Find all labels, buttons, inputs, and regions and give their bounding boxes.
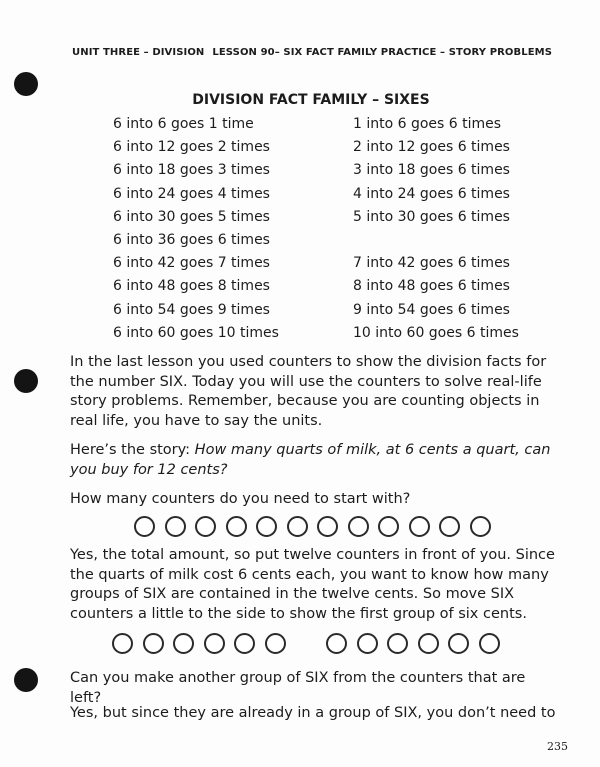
lesson-header: LESSON 90– SIX FACT FAMILY PRACTICE – STORY PROBLEMS xyxy=(212,47,552,58)
story-lead: Here’s the story: xyxy=(70,442,195,458)
counter-circle xyxy=(143,633,164,654)
fact-row: 1 into 6 goes 6 times xyxy=(353,116,502,132)
story-paragraph xyxy=(70,441,560,480)
fact-list-left xyxy=(113,113,279,345)
fact-row: 6 into 48 goes 8 times xyxy=(113,278,270,295)
fact-row: 6 into 36 goes 6 times xyxy=(113,231,270,248)
counter-circle xyxy=(256,516,277,537)
fact-row: 8 into 48 goes 6 times xyxy=(353,278,510,295)
story-text: How many quarts of milk, at 6 cents a quart, can you buy for 12 cents? xyxy=(70,442,551,478)
counter-circle xyxy=(326,633,347,654)
fact-row: 6 into 60 goes 10 times xyxy=(113,324,279,341)
fact-row xyxy=(353,229,519,252)
counter-circle xyxy=(418,633,439,654)
section-title: DIVISION FACT FAMILY – SIXES xyxy=(192,92,430,108)
fact-list-right xyxy=(353,113,519,345)
counter-row-twelve xyxy=(134,516,500,537)
fact-row: 6 into 54 goes 9 times xyxy=(113,301,270,318)
fact-row: 4 into 24 goes 6 times xyxy=(353,185,510,202)
fact-row: 5 into 30 goes 6 times xyxy=(353,208,510,225)
counter-circle xyxy=(173,633,194,654)
binder-hole-middle xyxy=(14,369,38,393)
counter-circle xyxy=(112,633,133,654)
counter-circle xyxy=(287,516,308,537)
fact-row: 6 into 24 goes 4 times xyxy=(113,185,270,202)
grouping-paragraph: Yes, the total amount, so put twelve counters in front of you. Since the quarts of milk cost 6 cents each, you want to know how many groups of SIX are contained in the twelve cents. So move SIX counters a little to the side to show the first group of six cents. xyxy=(70,547,555,623)
counter-circle xyxy=(348,516,369,537)
fact-row: 2 into 12 goes 6 times xyxy=(353,139,510,156)
counter-circle xyxy=(317,516,338,537)
question-start-counters: How many counters do you need to start with? xyxy=(70,491,411,507)
counter-circle xyxy=(195,516,216,537)
fact-row: 6 into 42 goes 7 times xyxy=(113,255,270,272)
counter-circle xyxy=(378,516,399,537)
counter-circle xyxy=(479,633,500,654)
intro-paragraph: In the last lesson you used counters to show the division facts for the number SIX. Today you will use the counters to solve real-life story problems. Remember, because you are counting objects in real life, you have to say the units. xyxy=(70,354,547,430)
question-another-group: Can you make another group of SIX from the counters that are left? xyxy=(70,670,526,706)
fact-row: 6 into 30 goes 5 times xyxy=(113,208,270,225)
counter-circle xyxy=(439,516,460,537)
counter-circle xyxy=(165,516,186,537)
fact-row: 6 into 6 goes 1 time xyxy=(113,116,254,132)
counter-circle xyxy=(387,633,408,654)
page-number: 235 xyxy=(547,740,568,753)
fact-row: 6 into 12 goes 2 times xyxy=(113,139,270,156)
binder-hole-bottom xyxy=(14,668,38,692)
answer-paragraph: Yes, but since they are already in a group of SIX, you don’t need to xyxy=(70,705,556,721)
counter-circle xyxy=(226,516,247,537)
fact-row: 3 into 18 goes 6 times xyxy=(353,162,510,179)
fact-row: 6 into 18 goes 3 times xyxy=(113,162,270,179)
counter-circle xyxy=(134,516,155,537)
counter-circle xyxy=(470,516,491,537)
counter-group-first-six xyxy=(112,633,295,654)
fact-row: 7 into 42 goes 6 times xyxy=(353,255,510,272)
fact-row: 9 into 54 goes 6 times xyxy=(353,301,510,318)
counter-circle xyxy=(204,633,225,654)
counter-group-second-six xyxy=(326,633,509,654)
unit-header: UNIT THREE – DIVISION xyxy=(72,47,205,58)
counter-circle xyxy=(409,516,430,537)
counter-circle xyxy=(448,633,469,654)
counter-circle xyxy=(234,633,255,654)
fact-row: 10 into 60 goes 6 times xyxy=(353,324,519,341)
counter-circle xyxy=(265,633,286,654)
counter-circle xyxy=(357,633,378,654)
